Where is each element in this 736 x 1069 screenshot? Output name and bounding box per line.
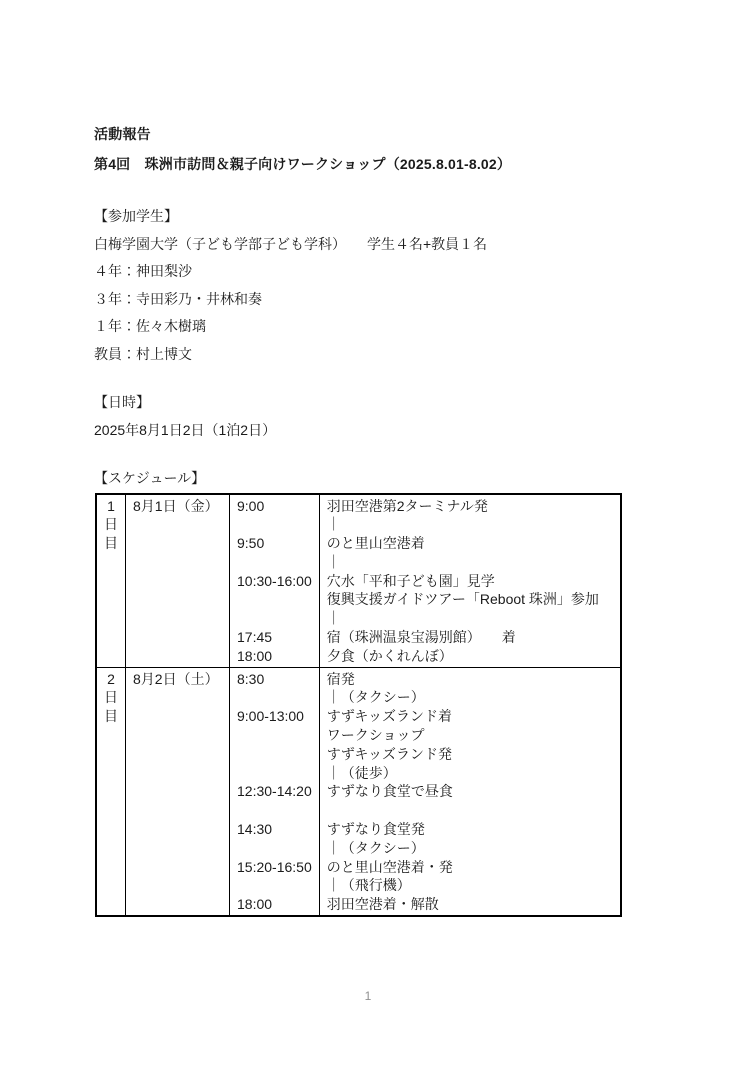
activity-line: 復興支援ガイドツアー「Reboot 珠洲」参加 <box>326 591 599 608</box>
activity-line: ｜（タクシー） <box>326 689 425 706</box>
time-line <box>237 688 312 707</box>
activity-cell <box>319 494 621 668</box>
day-char: 日 <box>104 689 118 706</box>
datetime-section <box>94 389 706 444</box>
day-char: 目 <box>104 708 118 725</box>
report-label: 活動報告 <box>94 126 151 142</box>
activity-line: すずなり食堂発 <box>326 821 425 838</box>
date-cell: 8月2日（土） <box>126 667 230 916</box>
datetime-heading: 【日時】 <box>94 394 150 410</box>
page-title: 第4回 珠洲市訪問＆親子向けワークショップ（2025.8.01-8.02） <box>94 156 512 172</box>
time-line <box>237 839 312 858</box>
activity-line: 羽田空港第2ターミナル発 <box>326 497 488 514</box>
day-char: 目 <box>104 535 118 552</box>
schedule-table-body <box>96 494 621 917</box>
time-line: 18:00 <box>237 896 273 913</box>
participants-university: 白梅学園大学（子ども学部子ども学科） 学生４名+教員１名 <box>94 235 488 252</box>
activity-line: のと里山空港着 <box>326 535 425 552</box>
time-line <box>237 745 312 764</box>
time-cell <box>230 667 320 916</box>
time-line: 8:30 <box>237 670 265 687</box>
day-char: 1 <box>107 497 115 514</box>
activity-line: ｜ <box>326 610 341 627</box>
activity-line: ｜（飛行機） <box>326 877 411 894</box>
activity-line: 穴水「平和子ども園」見学 <box>326 572 495 589</box>
time-line <box>237 590 312 609</box>
time-cell <box>230 494 320 668</box>
time-line <box>237 764 312 783</box>
activity-line: ワークショップ <box>326 727 425 744</box>
time-line: 18:00 <box>237 647 273 664</box>
day-char: 2 <box>107 670 115 687</box>
time-line <box>237 726 312 745</box>
activity-line: ｜（徒歩） <box>326 764 397 781</box>
time-line: 10:30-16:00 <box>237 572 312 589</box>
participants-heading: 【参加学生】 <box>94 208 178 224</box>
day-cell <box>96 667 126 916</box>
activity-line: 宿（珠洲温泉宝湯別館） 着 <box>326 629 516 646</box>
day-char: 日 <box>104 516 118 533</box>
datetime-value: 2025年8月1日2日（1泊2日） <box>94 421 277 438</box>
time-line <box>237 609 312 628</box>
time-line <box>237 801 312 820</box>
time-line: 15:20-16:50 <box>237 858 312 875</box>
participant-member: ３年：寺田彩乃・井林和奏 <box>94 290 262 307</box>
time-line: 17:45 <box>237 629 273 646</box>
day-cell <box>96 494 126 668</box>
participant-member: ４年：神田梨沙 <box>94 263 192 279</box>
schedule-table <box>95 493 622 918</box>
activity-line: ｜ <box>326 553 341 570</box>
schedule-heading: 【スケジュール】 <box>94 470 206 486</box>
activity-line: すずキッズランド発 <box>326 745 453 762</box>
time-line <box>237 876 312 895</box>
participant-member: 教員：村上博文 <box>94 345 192 362</box>
time-line: 12:30-14:20 <box>237 783 312 800</box>
time-line: 9:00-13:00 <box>237 708 304 725</box>
page-number: 1 <box>364 989 372 1003</box>
schedule-row <box>96 667 621 916</box>
activity-line: 夕食（かくれんぼ） <box>326 647 453 664</box>
time-line: 9:00 <box>237 497 265 514</box>
time-line <box>237 553 312 572</box>
participants-section <box>94 203 706 368</box>
activity-line: のと里山空港着・発 <box>326 858 453 875</box>
activity-line: 羽田空港着・解散 <box>326 896 439 913</box>
activity-cell <box>319 667 621 916</box>
activity-line: すずキッズランド着 <box>326 708 453 725</box>
time-line <box>237 515 312 534</box>
schedule-row <box>96 494 621 668</box>
time-line: 9:50 <box>237 535 265 552</box>
participant-member: １年：佐々木樹璃 <box>94 318 206 334</box>
activity-line: ｜ <box>326 516 341 533</box>
report-header <box>94 0 706 179</box>
date-cell: 8月1日（金） <box>126 494 230 668</box>
activity-line: ｜（タクシー） <box>326 839 425 856</box>
activity-line: すずなり食堂で昼食 <box>326 783 453 800</box>
activity-line <box>327 801 613 820</box>
time-line: 14:30 <box>237 821 273 838</box>
activity-line: 宿発 <box>326 670 355 687</box>
